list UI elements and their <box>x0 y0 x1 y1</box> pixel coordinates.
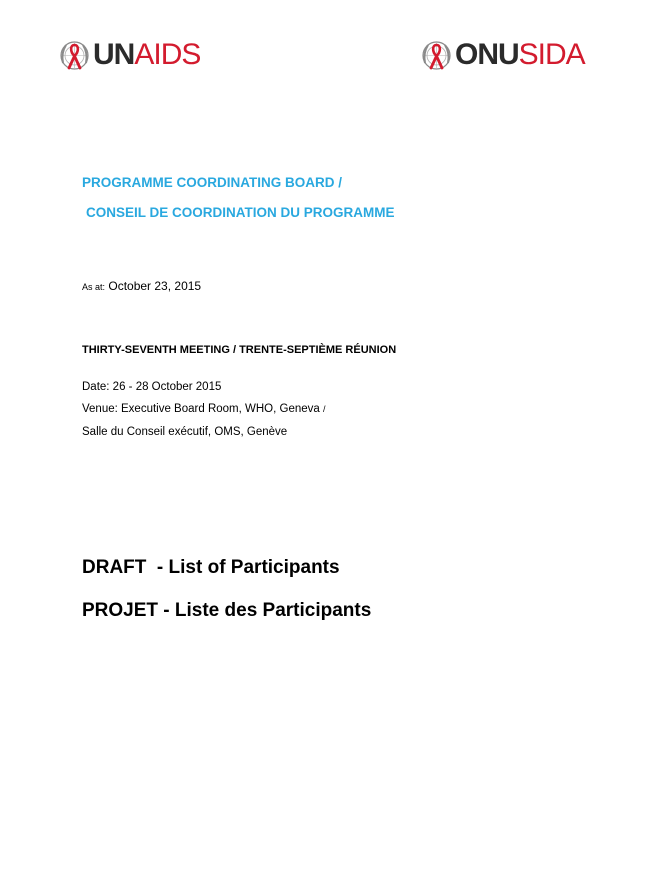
as-at-date: October 23, 2015 <box>108 279 202 293</box>
unaids-wordmark <box>93 38 200 72</box>
venue-separator: / <box>323 404 326 414</box>
onusida-logo <box>420 38 585 72</box>
meeting-title: THIRTY-SEVENTH MEETING / TRENTE-SEPTIÈME RÉUNION <box>82 344 397 356</box>
meeting-venue-fr: Salle du Conseil exécutif, OMS, Genève <box>82 426 288 438</box>
meeting-date: Date: 26 - 28 October 2015 <box>82 381 222 393</box>
document-title-fr: PROJET - Liste des Participants <box>82 600 372 621</box>
unaids-logo <box>58 38 200 72</box>
un-emblem-red-ribbon-icon <box>420 39 453 72</box>
unaids-wordmark-un: UN <box>93 38 135 71</box>
as-at-label: As at: <box>82 282 106 292</box>
un-emblem-red-ribbon-icon <box>58 39 91 72</box>
venue-en-text: Venue: Executive Board Room, WHO, Geneva <box>82 403 320 415</box>
board-title-fr: CONSEIL DE COORDINATION DU PROGRAMME <box>86 205 395 220</box>
onusida-wordmark <box>455 38 585 72</box>
unaids-wordmark-aids: AIDS <box>134 38 201 71</box>
onusida-wordmark-onu: ONU <box>455 38 519 71</box>
as-at-line <box>82 279 201 293</box>
meeting-venue-en <box>82 403 326 415</box>
onusida-wordmark-sida: SIDA <box>518 38 585 71</box>
document-title-en: DRAFT - List of Participants <box>82 557 340 578</box>
board-title-en: PROGRAMME COORDINATING BOARD / <box>82 175 342 190</box>
